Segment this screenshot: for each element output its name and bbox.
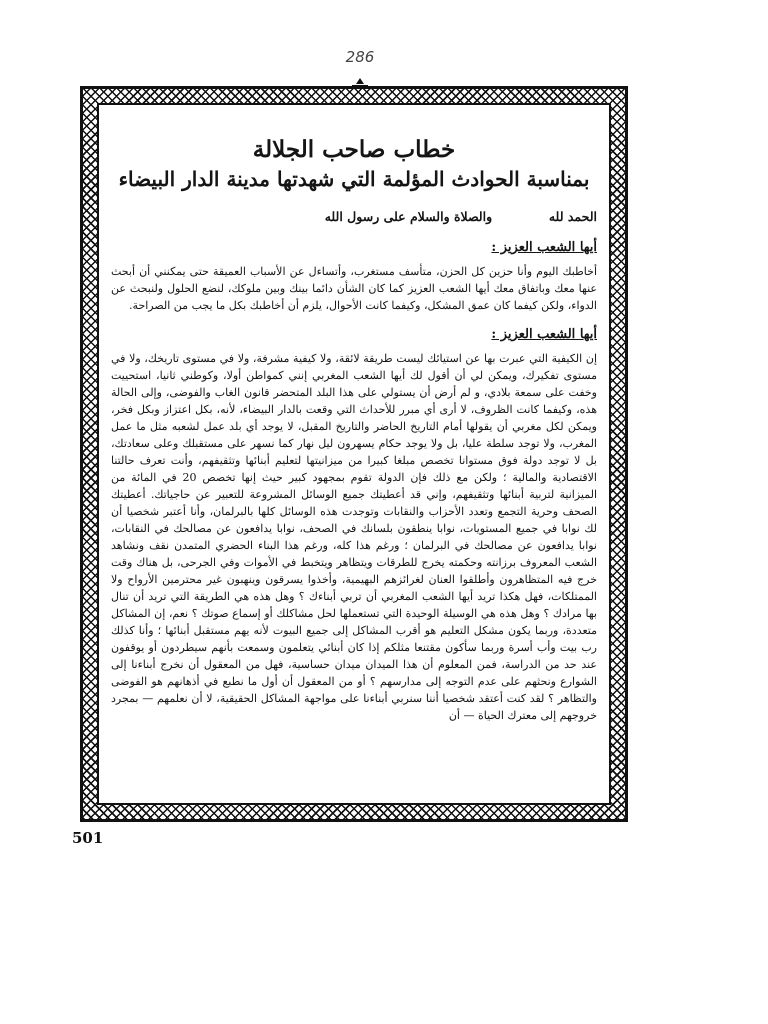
page-number: 501 [72,829,104,847]
opening-praise: الحمد لله [548,209,597,224]
speech-subtitle: بمناسبة الحوادث المؤلمة التي شهدتها مدينة الدار البيضاء [118,167,590,191]
opening-blessing: والصلاة والسلام على رسول الله [324,209,493,224]
section [111,239,597,314]
ornamental-border [80,86,628,822]
section [111,326,597,724]
section-address: أيها الشعب العزيز : [491,327,597,342]
text-panel [97,103,611,805]
section-address: أيها الشعب العزيز : [491,240,597,255]
speech-title: خطاب صاحب الجلالة [252,136,456,163]
handwritten-page-mark: 286 [345,48,375,66]
speech-body [111,135,597,795]
section-paragraph: أخاطبك اليوم وأنا حزين كل الحزن، متأسف مستغرب، وأتساءل عن الأسباب العميقة حتى يمكنني أن أبحث عنها معك وباتفاق معك أيها الشعب العزيز كما كان الشأن دائما بينك وبين ملوكك، لنضع الحلول ولنبحث عن الدواء، ولكن كيفما كان عمق المشكل، وكيفما كانت الأحوال، يلزم أن أخاطبك بكل ما يجب من الصراحة. [111,265,597,312]
section-paragraph: إن الكيفية التي عبرت بها عن استيائك ليست طريقة لائقة، ولا كيفية مشرفة، ولا في مستوى تاريخك، ولا في مستوى تفكيرك، ويمكن لي أن أقول لك أيها الشعب المغربي إنني كمواطن أولا، وكوطني ثانيا، استحييت وخفت على سمعة بلادي، و لم أرض أن يستولي على هذا البلد المتحضر قانون الغاب والفوضى، وإلى الحالة هذه، وكيفما كانت الظروف، لا أرى أي مبرر للأحداث التي وقعت بالدار البيضاء، لأنه، بكل اعتزاز وبكل فخر، ويمكن لكل مغربي أن يقولها أمام التاريخ الحاضر والتاريخ المقبل، لا يوجد أي بلد عمل لشعبه مثل ما عمل المغرب، ولا توجد سلطة عليا، بل ولا يوجد حكام يسهرون ليل نهار كما نسهر على مستقبلك وعلى سعادتك، بل لا توجد دولة فوق مستوانا تخصص مبلغا كبيرا من ميزانيتها لتعليم أبنائها وتثقيفهم، وأنت تعرف حالتنا الاقتصادية والمالية ؛ ولكن مع ذلك فإن الدولة تقوم بمجهود كبير حيث إنها تخصص 20 في المائة من الميزانية لتربية أبنائها وتثقيفهم، وإني قد أعطيتك جميع الوسائل المشروعة للتعبير عن حاجياتك. أعطيتك الصحف وحرية التجمع وتعدد الأحزاب والنقابات وتوجدت هذه الوسائل كلها بالبرلمان، وأنا أعتبر شخصيا أن لك نوابا في جميع المستويات، نوابا ينطقون بلسانك في الصحف، نوابا يدافعون عن مصالحك في النقابات، نوابا يدافعون عن مصالحك في البرلمان ؛ ورغم هذا كله، ورغم هذا البناء الحضري المتمدن نقف ونشاهد الشعب المعروف برزانته وحكمته يخرج للطرقات ويتظاهر ويتخبط في الأموات وفي الجرحى، بل هناك وقت خرج فيه المتظاهرون وأطلقوا العنان لغرائزهم البهيمية، وأخذوا يسرقون وينهبون غير محترمين الأرواح ولا الممتلكات، فهل هكذا تريد أيها الشعب المغربي أن تربي أبناءك ؟ وهل هذه هي الطريقة التي تريد أن تنال بها مرادك ؟ وهل هذه هي الوسيلة الوحيدة التي تستعملها لحل مشاكلك أو إسماع صوتك ؟ نعم، إن المشاكل متعددة، وربما يكون مشكل التعليم هو أقرب المشاكل إلى جميع البيوت لأنه يهم مستقبل أبنائها ؛ وأنا كذلك رب بيت وأب أسرة وربما سأكون مقتنعا مثلكم إذا كان أبنائي يتعلمون وسمعت بأنهم سيطردون أو يوقفون عند حد من الدراسة، فمن المعلوم أن هذا الميدان ميدان حساسية، فهل من المعقول أن نخرج أبناءنا إلى الشوارع ونحثهم على عدم التوجه إلى مدارسهم ؟ أو من المعقول أن أول ما نطبع في أذهانهم هو الفوضى والتظاهر ؟ لقد كنت أعتقد شخصيا أننا سنربي أبناءنا على مواجهة المشاكل الحقيقية، لا أن نعلمهم — بمجرد خروجهم إلى معترك الحياة — أن [111,352,597,722]
opening-line [111,209,597,225]
